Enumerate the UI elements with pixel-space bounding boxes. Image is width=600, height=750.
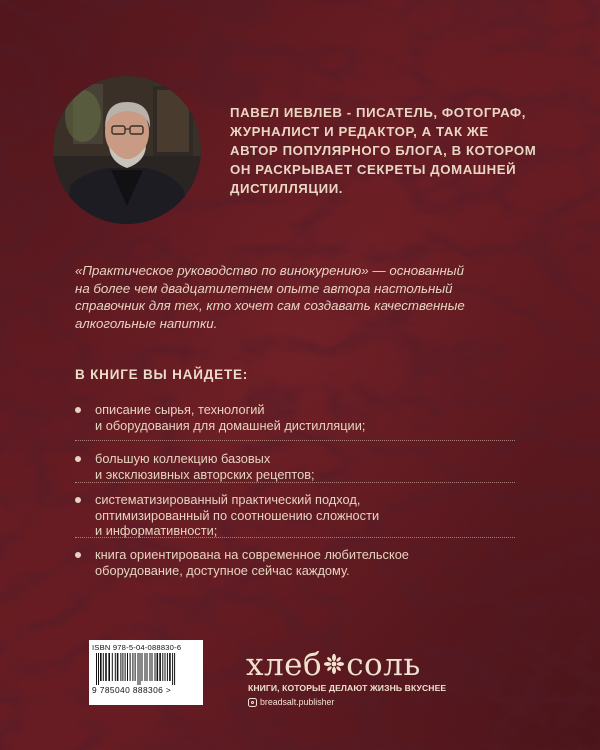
barcode-bar [152, 653, 153, 681]
barcode-bar [174, 653, 175, 685]
author-bio [230, 103, 560, 198]
barcode-bar [120, 653, 121, 681]
instagram-handle: breadsalt.publisher [260, 697, 335, 707]
divider [75, 482, 515, 483]
barcode-bars [92, 653, 194, 685]
contents-heading: В КНИГЕ ВЫ НАЙДЕТЕ: [75, 367, 249, 382]
barcode-bar [172, 653, 173, 685]
bio-line: ЖУРНАЛИСТ И РЕДАКТОР, А ТАК ЖЕ [230, 124, 489, 139]
list-item-line: оборудование, доступное сейчас каждому. [95, 562, 350, 578]
description-line: справочник для тех, кто хочет сам создавать качественные [75, 298, 465, 313]
author-photo [53, 76, 201, 224]
list-item-line: большую коллекцию базовых [95, 451, 271, 466]
barcode-bar [105, 653, 107, 681]
divider [75, 537, 515, 538]
star-ornament-icon [323, 650, 345, 680]
publisher-logo [246, 646, 421, 683]
barcode-bar [138, 653, 139, 685]
barcode-label [89, 640, 203, 705]
barcode-bar [135, 653, 136, 681]
barcode-bar [167, 653, 168, 681]
barcode-bar [147, 653, 148, 681]
list-item-line: оптимизированный по соотношению сложности [95, 507, 380, 523]
barcode-bar [140, 653, 141, 685]
bio-line: ОН РАСКРЫВАЕТ СЕКРЕТЫ ДОМАШНЕЙ [230, 162, 517, 177]
list-item-line: и информативности; [95, 523, 218, 539]
list-item-line: и эксклюзивных авторских рецептов; [95, 466, 315, 482]
bullet-icon [75, 407, 81, 413]
list-item-line: описание сырья, технологий [95, 402, 265, 417]
barcode-bar [132, 653, 133, 681]
barcode-bar [157, 653, 159, 681]
publisher-slogan: КНИГИ, КОТОРЫЕ ДЕЛАЮТ ЖИЗНЬ ВКУСНЕЕ [248, 683, 447, 693]
isbn-text: ISBN 978-5-04-088830-6 [92, 643, 182, 652]
bio-line: ДИСТИЛЛЯЦИИ. [230, 181, 344, 196]
logo-word-right: соль [346, 646, 421, 683]
barcode-bar [112, 653, 113, 681]
barcode-bar [165, 653, 166, 681]
barcode-bar [117, 653, 119, 681]
bullet-icon [75, 497, 81, 503]
barcode-bar [115, 653, 116, 681]
bio-line: АВТОР ПОПУЛЯРНОГО БЛОГА, В КОТОРОМ [230, 143, 537, 158]
barcode-bar [127, 653, 128, 681]
barcode-bar [130, 653, 131, 681]
author-portrait-icon [53, 76, 201, 224]
barcode-bar [162, 653, 163, 681]
bullet-icon [75, 456, 81, 462]
logo-word-left: хлеб [246, 646, 323, 683]
barcode-bar [100, 653, 102, 681]
barcode-bar [159, 653, 161, 681]
barcode-bar [125, 653, 126, 681]
list-item-line: книга ориентирована на современное любительское [95, 547, 409, 562]
list-item-line: систематизированный практический подход, [95, 492, 361, 507]
barcode-bar [155, 653, 156, 681]
barcode-bar [103, 653, 104, 681]
description-line: на более чем двадцатилетнем опыте автора настольный [75, 280, 453, 296]
barcode-bar [169, 653, 171, 681]
list-item-line: и оборудования для домашней дистилляции; [95, 417, 366, 433]
barcode-bar [150, 653, 151, 681]
description-line: «Практическое руководство по винокурению» — основанный [75, 263, 464, 278]
barcode-bar [96, 653, 97, 685]
barcode-bar [98, 653, 99, 685]
barcode-bar [145, 653, 146, 681]
description-line: алкогольные напитки. [75, 315, 218, 331]
barcode-bar [142, 653, 143, 681]
bio-line: ПАВЕЛ ИЕВЛЕВ - ПИСАТЕЛЬ, ФОТОГРАФ, [230, 105, 527, 120]
barcode-digits: 9 785040 888306 > [92, 685, 172, 695]
instagram-link[interactable] [248, 697, 334, 707]
divider [75, 440, 515, 441]
bullet-icon [75, 552, 81, 558]
instagram-icon [248, 698, 257, 707]
book-description [75, 262, 545, 332]
barcode-bar [122, 653, 123, 681]
barcode-bar [108, 653, 110, 681]
